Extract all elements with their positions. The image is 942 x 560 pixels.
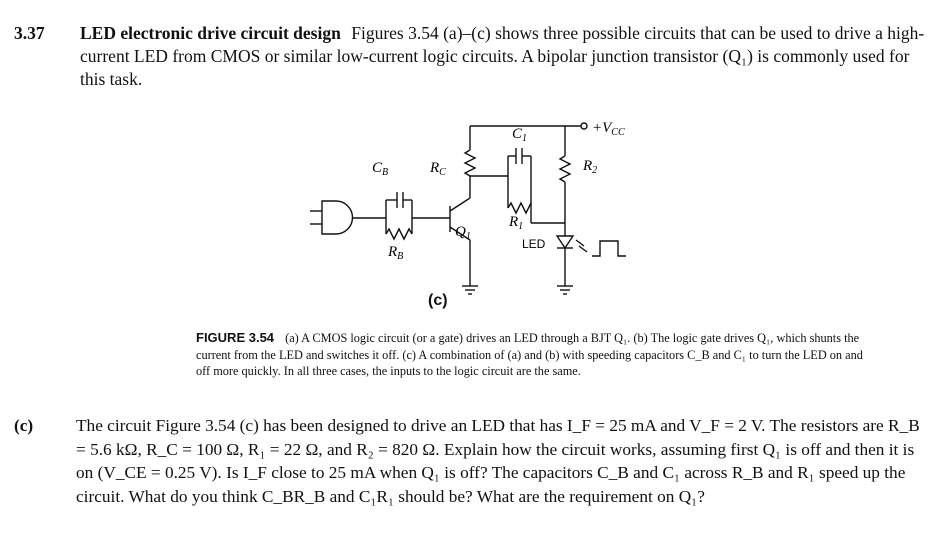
problem-text: Figures 3.54 (a)–(c) shows three possible circuits that can be used to drive a high-current LED from CMOS or similar low-current logic circuits. A bipolar junction transistor (Q₁) is commonly used for this task. <box>80 23 925 89</box>
problem-statement <box>14 22 929 91</box>
pulse-waveform-icon <box>592 241 626 256</box>
label-r1: $R_1$ <box>509 214 524 232</box>
label-q1: $Q_1$ <box>455 224 471 242</box>
circuit-diagram <box>300 108 670 308</box>
label-c1: $C_1$ <box>512 126 528 144</box>
label-led: LED <box>522 237 546 251</box>
caption-label: FIGURE 3.54 <box>196 330 275 345</box>
led-icon <box>557 236 573 248</box>
logic-gate-icon <box>322 201 353 234</box>
label-vcc: $+V_{CC}$ <box>592 120 625 138</box>
circuit-svg <box>300 108 670 308</box>
figure-sublabel: (c) <box>428 292 448 309</box>
part-c <box>14 414 932 508</box>
rb-resistor <box>386 229 412 239</box>
rc-resistor <box>465 150 475 176</box>
part-c-text: The circuit Figure 3.54 (c) has been designed to drive an LED that has I_F = 25 mA and V_F = 2 V. The resistors are R_B = 5.6 kΩ, R_C = 100 Ω, R₁ = 22 Ω, and R₂ = 820 Ω. Explain how the circuit works, assuming first Q₁ is off and then it is on (V_CE = 0.25 V). Is I_F close to 25 mA when Q₁ is off? The capacitors C_B and C₁ across R_B and R₁ speed up the circuit. What do you think C_BR_B and C₁R₁ should be? What are the requirement on Q₁? <box>76 416 920 506</box>
label-rc: $R_C$ <box>430 160 446 178</box>
figure-caption <box>196 330 876 380</box>
problem-title: LED electronic drive circuit design <box>80 23 341 43</box>
r1-resistor <box>508 203 531 213</box>
problem-number: 3.37 <box>14 23 45 43</box>
vcc-terminal <box>581 123 587 129</box>
caption-text: (a) A CMOS logic circuit (or a gate) drives an LED through a BJT Q₁. (b) The logic gate drives Q₁, which shunts the current from the LED and switches it off. (c) A combination of (a) and (b) with speeding capacitors C_B and C₁ to turn the LED on and off more quickly. In all three cases, the inputs to the logic circuit are the same. <box>196 331 863 378</box>
problem-body <box>80 22 929 91</box>
label-rb: $R_B$ <box>388 244 404 262</box>
label-cb: $C_B$ <box>372 160 389 178</box>
r2-resistor <box>560 156 570 182</box>
q1-collector <box>450 198 470 211</box>
label-r2: $R_2$ <box>583 158 598 176</box>
part-c-label: (c) <box>14 416 34 435</box>
